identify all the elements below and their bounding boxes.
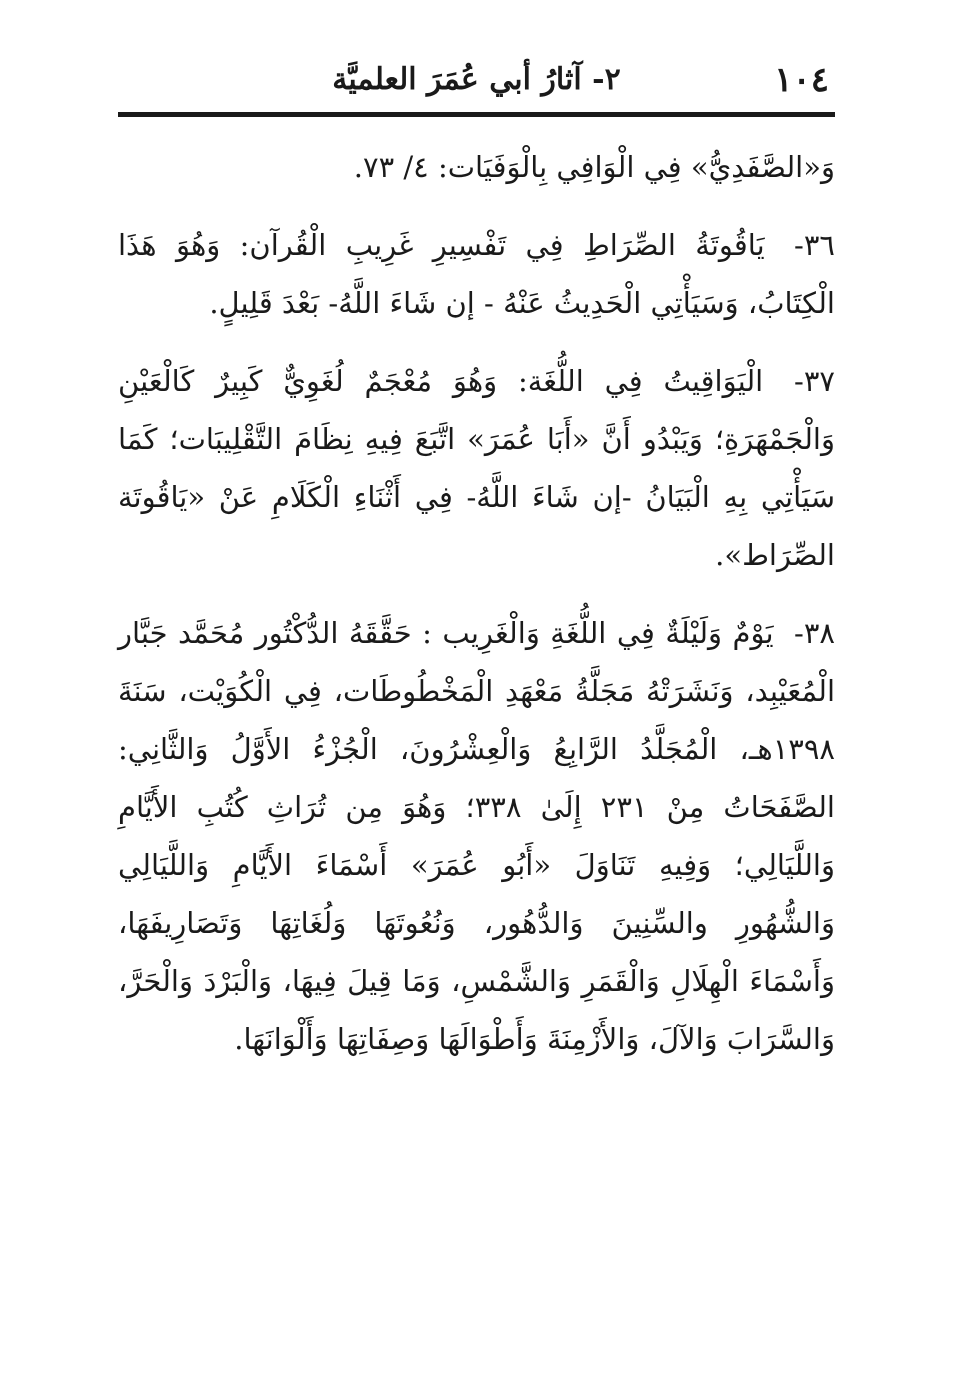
entry-36 — [118, 216, 835, 332]
entry-37 — [118, 352, 835, 584]
entry-text: الْيَوَاقِيتُ فِي اللُّغَة: وَهُوَ مُعْجَمٌ لُغَوِيٌّ كَبِيرٌ كَالْعَيْنِ وَالْجَمْهَرَةِ؛ وَيَبْدُو أَنَّ «أَبَا عُمَرَ» اتَّبَعَ فِيهِ نِظَامَ التَّقْلِيبَات؛ كَمَا سَيَأْتِي بِهِ الْبَيَانُ -إن شَاءَ اللَّهُ- فِي أَثْنَاءِ الْكَلَامِ عَنْ «يَاقُوتَة الصِّرَاط». — [118, 364, 835, 572]
page-header — [118, 52, 835, 110]
paragraph-text: وَ«الصَّفَدِيُّ» فِي الْوَافِي بِالْوَفَيَات: ٤/ ٧٣. — [353, 150, 835, 184]
entry-38 — [118, 604, 835, 1068]
page-number: ١٠٤ — [774, 60, 829, 100]
entry-number: ٣٧- — [794, 364, 835, 398]
entry-number: ٣٦- — [794, 228, 836, 262]
paragraph-continuation — [118, 138, 835, 196]
entry-number: ٣٨- — [794, 616, 836, 650]
entry-text: يَوْمٌ وَلَيْلَةٌ فِي اللُّغَةِ وَالْغَرِيب : حَقَّقَهُ الدُّكْتُور مُحَمَّد جَبَّار الْمُعَيْبِد، وَنَشَرَتْهُ مَجَلَّةُ مَعْهَدِ الْمَخْطُوطَات، فِي الْكُوَيْت، سَنَةَ ١٣٩٨هـ، الْمُجَلَّدُ الرَّابِعُ وَالْعِشْرُونَ، الْجُزْءُ الأَوَّلُ وَالثَّانِي: الصَّفَحَاتُ مِنْ ٢٣١ إِلَىٰ ٣٣٨؛ وَهُوَ مِن تُرَاثِ كُتُبِ الأَيَّامِ وَاللَّيَالِي؛ وَفِيهِ تَنَاوَلَ «أَبُو عُمَرَ» أَسْمَاءَ الأَيَّامِ وَاللَّيَالِي وَالشُّهُورِ والسِّنِينَ وَالدُّهُور، وَنُعُوتَهَا وَلُغَاتِهَا وَتَصَارِيفَهَا، وَأَسْمَاءَ الْهِلَالِ وَالْقَمَرِ وَالشَّمْسِ، وَمَا قِيلَ فِيهَا، وَالْبَرْدَ وَالْحَرَّ، وَالسَّرَابَ وَالآلَ، وَالأَزْمِنَةَ وَأَطْوَالَهَا وَصِفَاتِهَا وَأَلْوَانَهَا. — [118, 616, 835, 1056]
header-rule — [118, 112, 835, 117]
entry-text: يَاقُوتَةُ الصِّرَاطِ فِي تَفْسِيرِ غَرِيبِ الْقُرآن: وَهُوَ هَذَا الْكِتَابُ، وَسَيَأْتِي الْحَدِيثُ عَنْهُ - إن شَاءَ اللَّهُ- بَعْدَ قَلِيلٍ. — [118, 228, 835, 320]
running-title: ٢- آثارُ أبي عُمَرَ العلميَّة — [332, 62, 621, 97]
page-body — [118, 138, 835, 1088]
